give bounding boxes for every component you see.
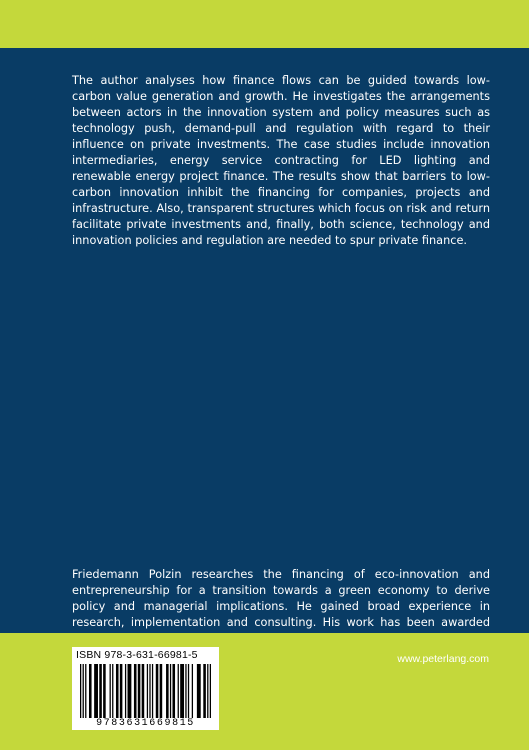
barcode-bar	[152, 664, 153, 718]
barcode-bar	[180, 664, 184, 718]
barcode-bar	[210, 664, 211, 718]
barcode-bar	[85, 664, 86, 718]
barcode-bar	[80, 664, 81, 718]
barcode-bar	[160, 664, 163, 718]
barcode-bar	[116, 664, 119, 718]
book-abstract: The author analyses how finance flows can be guided towards low-carbon value generation and growth. He investigates the arrangements between actors in the innovation system and policy measures such as technology push, demand-pull and regulation with regard to their influence on private investments. The case studies include innovation intermediaries, energy service contracting for LED lighting and renewable energy project finance. The results show that barriers to low-carbon innovation inhibit the financing for companies, projects and infrastructure. Also, transparent structures which focus on risk and return facilitate private investments and, finally, both science, technology and innovation policies and regulation are needed to spur private finance.	[72, 74, 490, 247]
barcode-bar	[94, 664, 98, 718]
barcode-bar	[203, 664, 206, 718]
barcode-bar	[185, 664, 186, 718]
barcode-bar	[99, 664, 102, 718]
barcode-bar	[138, 664, 141, 718]
barcode-bar	[103, 664, 106, 718]
barcode-bar	[188, 664, 189, 718]
cover-back-panel	[0, 48, 529, 633]
bottom-color-band	[0, 633, 529, 750]
barcode-bar	[134, 664, 137, 718]
barcode-bar	[147, 664, 148, 718]
barcode-bar	[120, 664, 123, 718]
barcode-bar	[128, 664, 132, 718]
author-biography: Friedemann Polzin researches the financing of eco-innovation and entrepreneurship for a transition towards a green economy to derive policy and managerial implications. He gained broad experience in research, implementation and consulting. His work has been awarded	[72, 568, 490, 629]
barcode-bar	[170, 664, 171, 718]
barcode-bar	[166, 664, 169, 718]
barcode-label	[72, 647, 219, 730]
isbn-number: ISBN 978-3-631-66981-5	[76, 649, 198, 661]
barcode-bar	[149, 664, 150, 718]
barcode-bar	[172, 664, 175, 718]
barcode-digits: 9783631669815	[96, 718, 195, 729]
barcode-bar	[125, 664, 126, 718]
barcode-bar	[112, 664, 113, 718]
barcode-graphic	[80, 664, 211, 718]
barcode-bar	[89, 664, 92, 718]
barcode-bar	[110, 664, 111, 718]
top-color-band	[0, 0, 529, 48]
barcode-bar	[156, 664, 159, 718]
barcode-bar	[207, 664, 208, 718]
barcode-bar	[197, 664, 201, 718]
barcode-bar	[178, 664, 179, 718]
barcode-bar	[192, 664, 193, 718]
barcode-bar	[83, 664, 84, 718]
barcode-bar	[142, 664, 145, 718]
publisher-website[interactable]: www.peterlang.com	[397, 653, 489, 665]
